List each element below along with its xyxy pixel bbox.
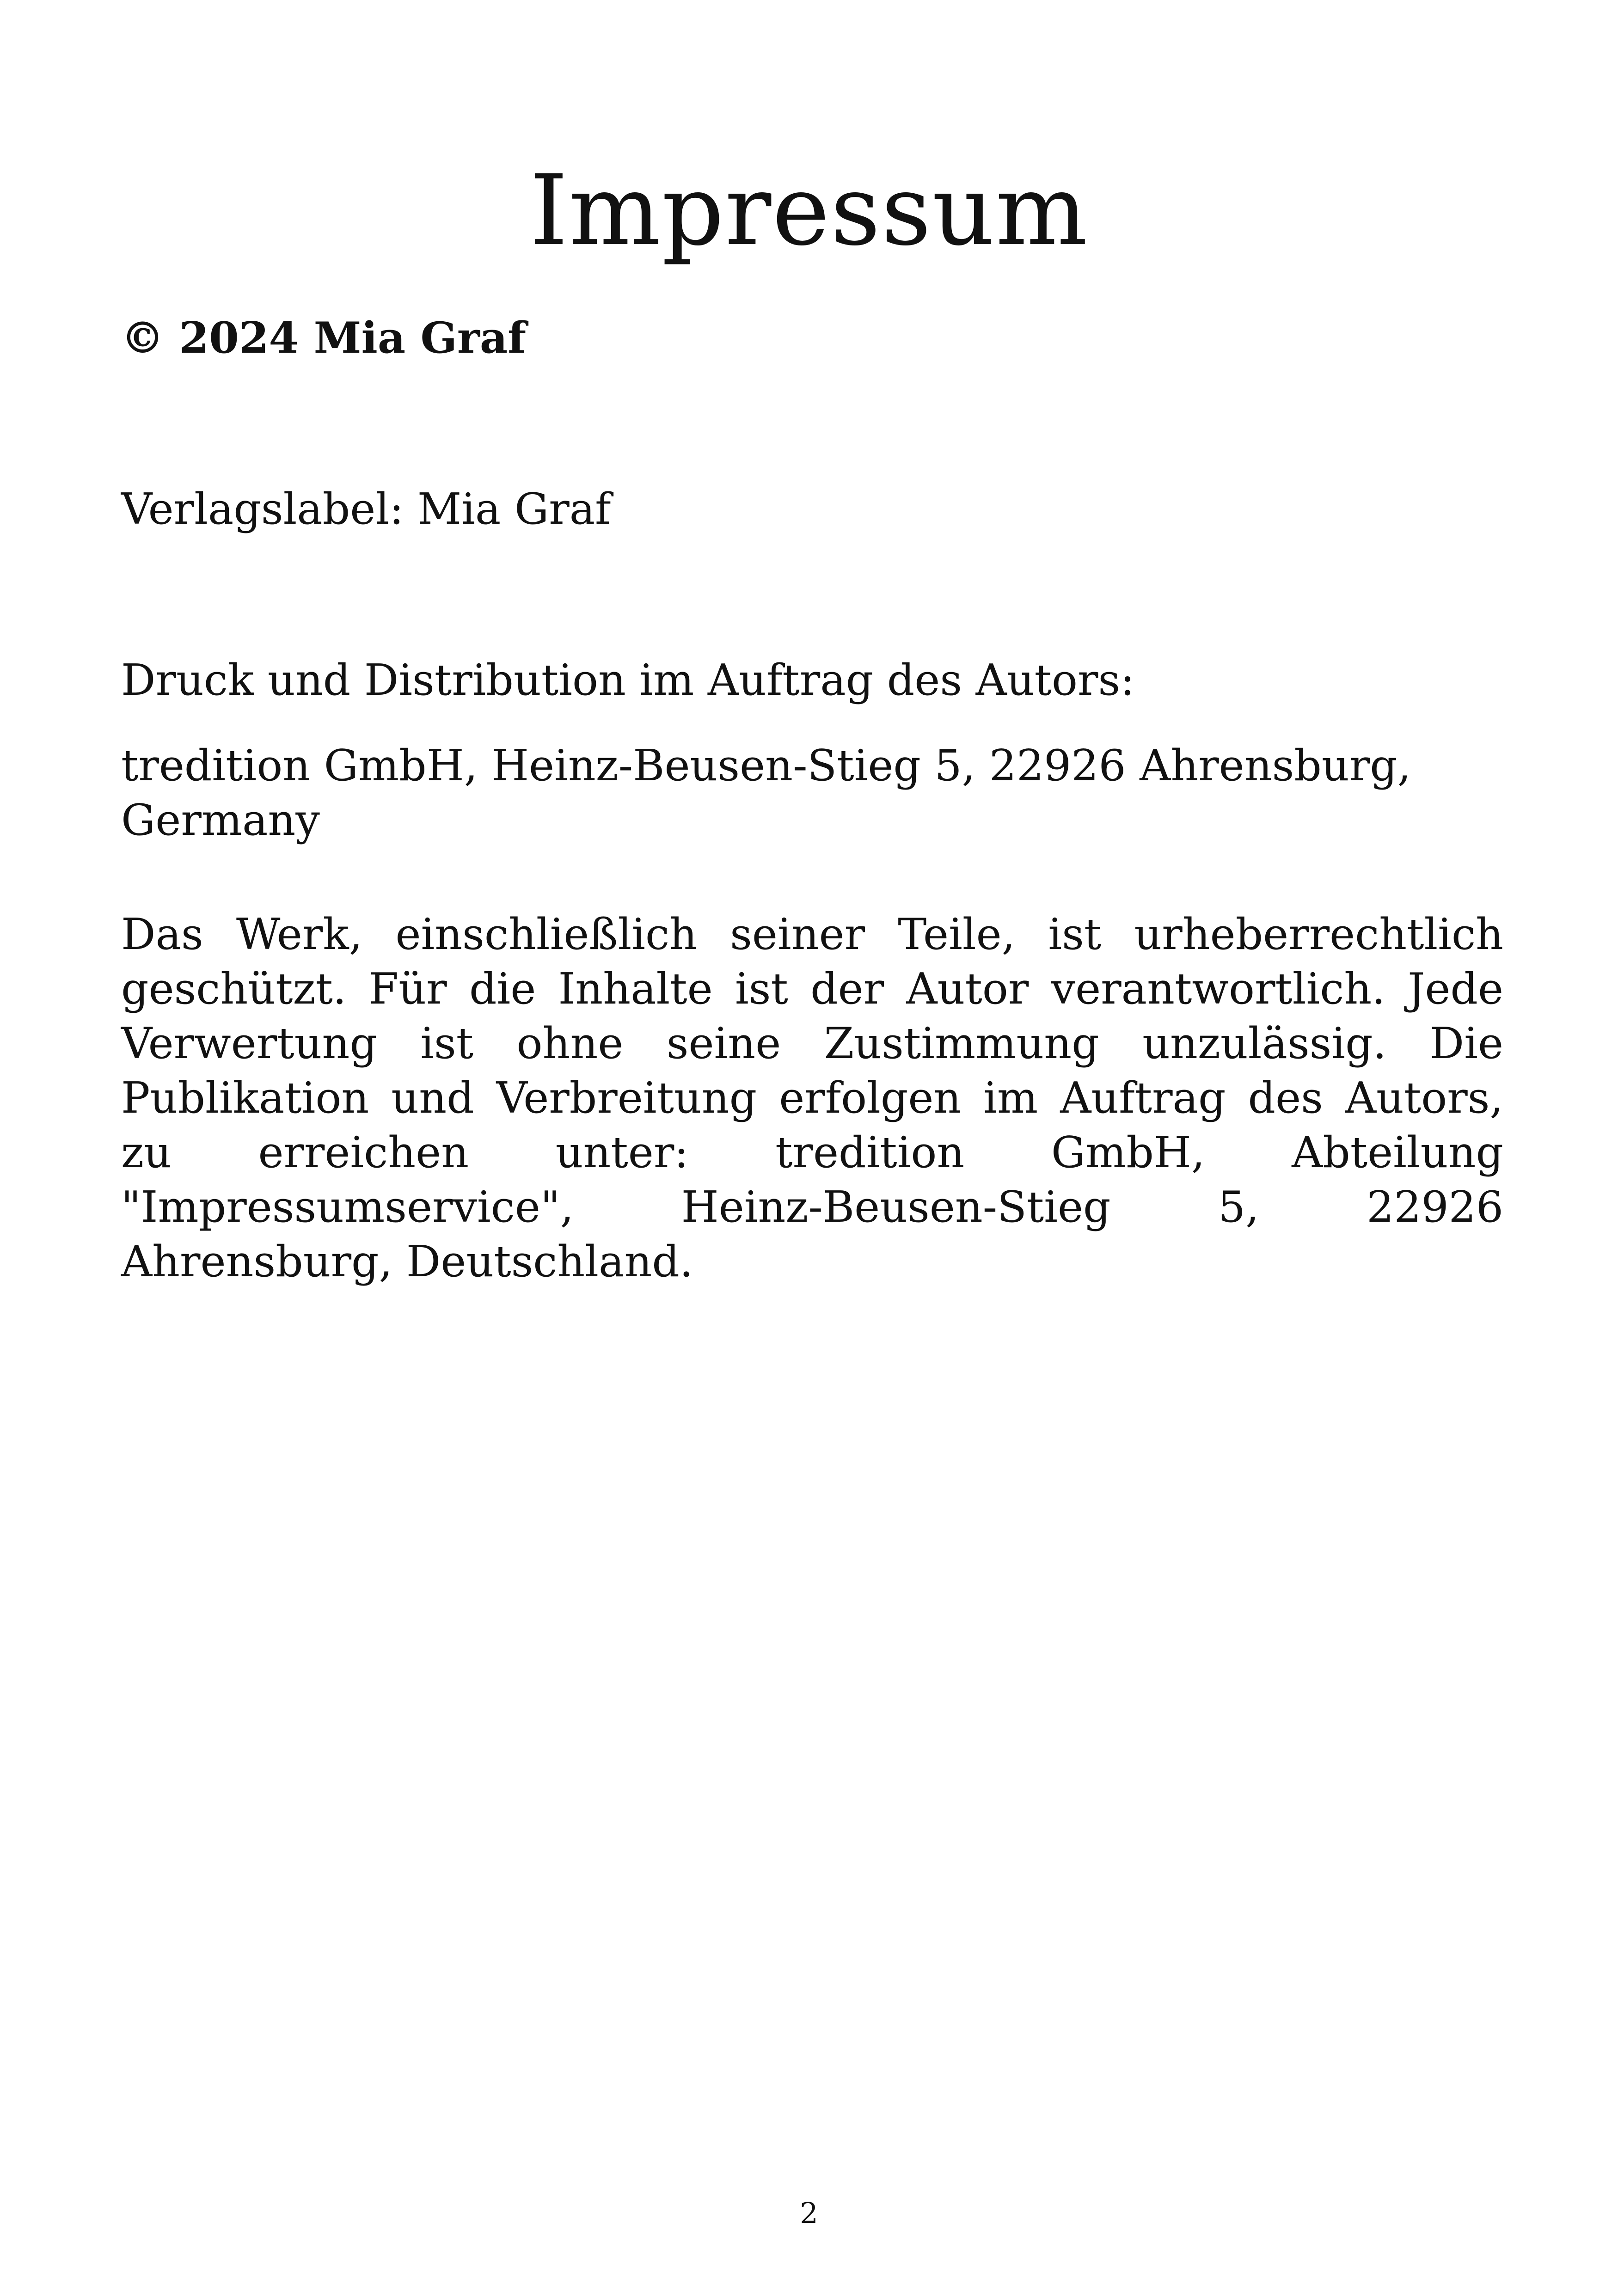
print-distribution-intro: Druck und Distribution im Auftrag des Autors: (121, 655, 1135, 705)
legal-notice: Das Werk, einschließlich seiner Teile, ist urheberrechtlich geschützt. Für die Inhalte ist der Autor verantwortlich. Jede Verwertung ist ohne seine Zustimmung unzulässig. Die Publikation und Verbreitung erfolgen im Auftrag des Autors, zu erreichen unter: tredition GmbH, Abteilung "Impressumservice", Heinz-Beusen-Stieg 5, 22926 Ahrensburg, Deutschland. (121, 909, 1503, 1286)
page-number: 2 (800, 2196, 818, 2230)
page-title: Impressum (529, 153, 1089, 267)
publisher-label: Verlagslabel: Mia Graf (121, 484, 611, 534)
copyright-notice: © 2024 Mia Graf (121, 312, 527, 363)
print-distribution-address: tredition GmbH, Heinz-Beusen-Stieg 5, 22926 Ahrensburg, Germany (121, 741, 1411, 845)
